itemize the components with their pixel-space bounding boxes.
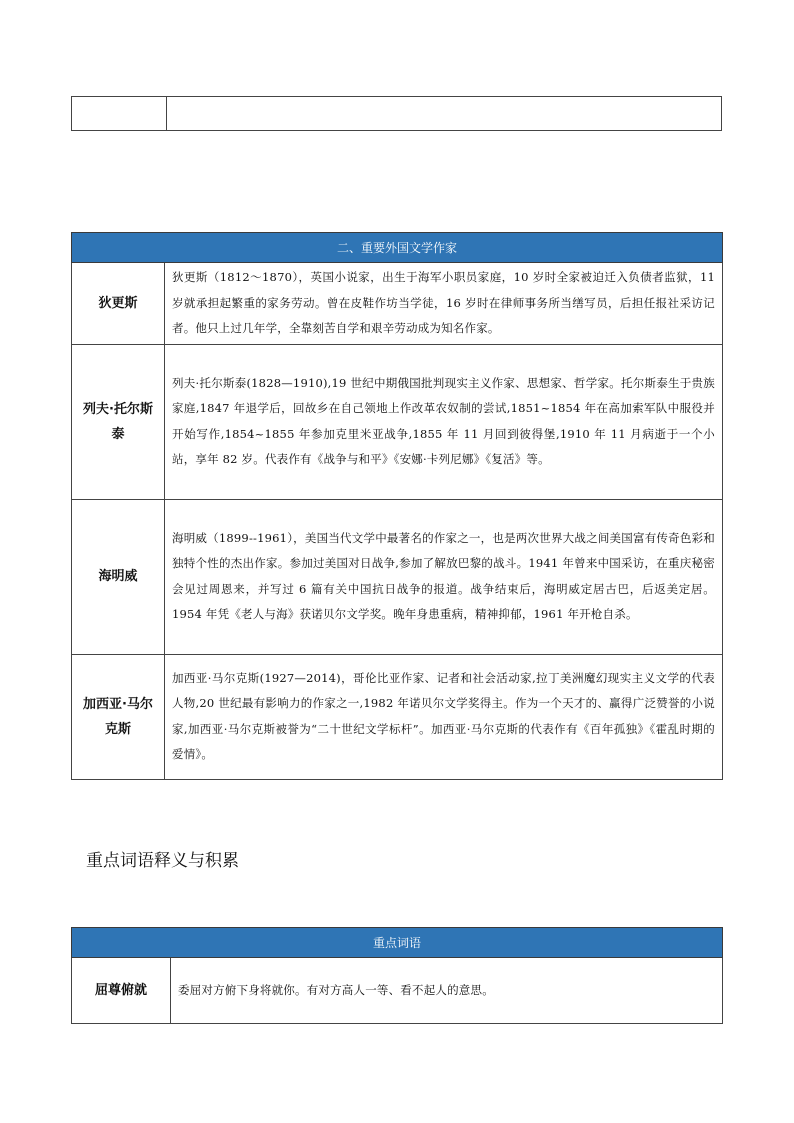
table-row	[72, 263, 723, 345]
writer-description: 狄更斯（1812～1870），英国小说家，出生于海军小职员家庭，10 岁时全家被迫迁入负债者监狱，11 岁就承担起繁重的家务劳动。曾在皮鞋作坊当学徒，16 岁时在律师事务所当缮写员，后担任报社采访记者。他只上过几年学，全靠刻苦自学和艰辛劳动成为知名作家。	[165, 263, 723, 345]
key-terms-table	[71, 927, 723, 1024]
writer-description: 海明威（1899--1961），美国当代文学中最著名的作家之一，也是两次世界大战之间美国富有传奇色彩和独特个性的杰出作家。参加过美国对日战争,参加了解放巴黎的战斗。1941 年曾来中国采访，在重庆秘密会见过周恩来，并写过 6 篇有关中国抗日战争的报道。战争结束后，海明威定居古巴，后返美定居。1954 年凭《老人与海》获诺贝尔文学奖。晚年身患重病，精神抑郁，1961 年开枪自杀。	[165, 499, 723, 654]
term-definition: 委屈对方俯下身将就你。有对方高人一等、看不起人的意思。	[171, 958, 723, 1024]
top-table-fragment	[71, 96, 722, 131]
table-header-row	[72, 233, 723, 263]
table-header: 重点词语	[72, 928, 723, 958]
writer-name: 狄更斯	[72, 263, 165, 345]
empty-cell	[167, 97, 722, 131]
table-row	[72, 499, 723, 654]
table-row	[72, 654, 723, 779]
empty-cell	[72, 97, 167, 131]
table-row	[72, 344, 723, 499]
table-header-row	[72, 928, 723, 958]
table-row	[72, 97, 722, 131]
writer-name: 海明威	[72, 499, 165, 654]
writer-name: 列夫·托尔斯泰	[72, 344, 165, 499]
writer-name: 加西亚·马尔克斯	[72, 654, 165, 779]
section-title: 重点词语释义与积累	[86, 851, 239, 871]
table-header: 二、重要外国文学作家	[72, 233, 723, 263]
table-row	[72, 958, 723, 1024]
term-word: 屈尊俯就	[72, 958, 171, 1024]
writer-description: 加西亚·马尔克斯(1927—2014)，哥伦比亚作家、记者和社会活动家,拉丁美洲魔幻现实主义文学的代表人物,20 世纪最有影响力的作家之一,1982 年诺贝尔文学奖得主。作为一个天才的、赢得广泛赞誉的小说家,加西亚·马尔克斯被誉为“二十世纪文学标杆”。加西亚·马尔克斯的代表作有《百年孤独》《霍乱时期的爱情》。	[165, 654, 723, 779]
writer-description: 列夫·托尔斯泰(1828—1910),19 世纪中期俄国批判现实主义作家、思想家、哲学家。托尔斯泰生于贵族家庭,1847 年退学后，回故乡在自己领地上作改革农奴制的尝试,1851~1854 年在高加索军队中服役并开始写作,1854~1855 年参加克里米亚战争,1855 年 11 月回到彼得堡,1910 年 11 月病逝于一个小站，享年 82 岁。代表作有《战争与和平》《安娜·卡列尼娜》《复活》等。	[165, 344, 723, 499]
foreign-writers-table	[71, 232, 723, 780]
